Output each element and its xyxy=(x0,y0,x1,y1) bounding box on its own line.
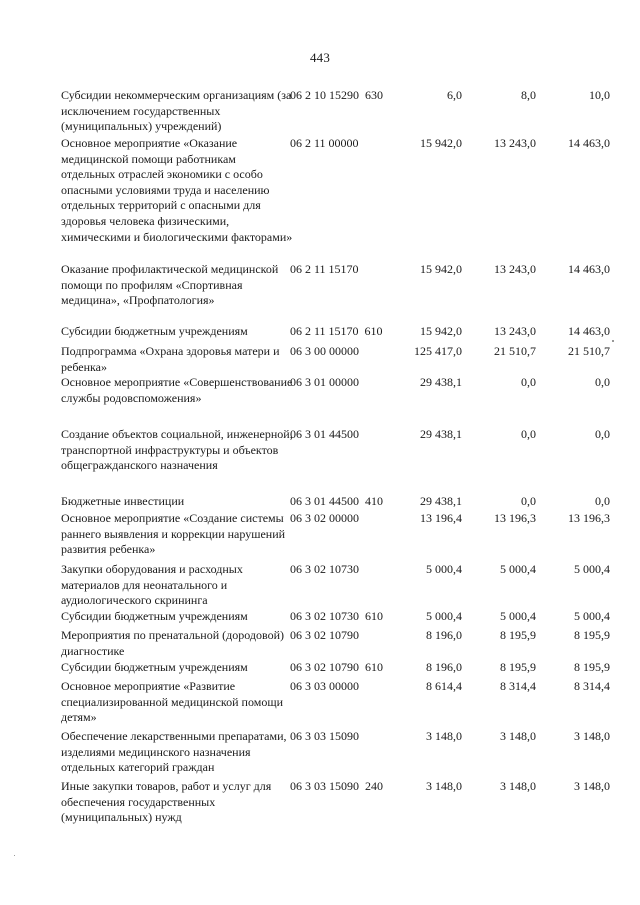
row-value-3: 5 000,4 xyxy=(574,609,610,623)
row-code: 06 3 00 00000 xyxy=(290,344,359,358)
row-value-2: 13 243,0 xyxy=(494,136,536,150)
row-value-3: 8 195,9 xyxy=(574,660,610,674)
row-value-3: 10,0 xyxy=(589,88,610,102)
row-value-2: 0,0 xyxy=(521,375,536,389)
row-value-3: 14 463,0 xyxy=(568,136,610,150)
row-value-3: 21 510,7 xyxy=(568,344,610,358)
row-name: Закупки оборудования и расходных материалов для неонатального и аудиологического скрининга xyxy=(61,562,243,608)
row-value-3: 8 195,9 xyxy=(574,628,610,642)
row-name: Субсидии некоммерческим организациям (за исключением государственных (муниципальных) учреждений) xyxy=(61,88,292,134)
row-value-1: 6,0 xyxy=(447,88,462,102)
row-value-1: 5 000,4 xyxy=(426,562,462,576)
row-value-2: 21 510,7 xyxy=(494,344,536,358)
row-value-3: 14 463,0 xyxy=(568,262,610,276)
row-name: Мероприятия по пренатальной (дородовой) диагностике xyxy=(61,628,284,658)
row-value-1: 15 942,0 xyxy=(420,262,462,276)
row-code: 06 3 02 10730 610 xyxy=(290,609,383,623)
row-name: Создание объектов социальной, инженерной, транспортной инфраструктуры и объектов общегражданского назначения xyxy=(61,427,293,473)
row-value-1: 29 438,1 xyxy=(420,494,462,508)
row-code: 06 3 01 44500 xyxy=(290,427,359,441)
row-value-2: 5 000,4 xyxy=(500,562,536,576)
row-value-2: 0,0 xyxy=(521,427,536,441)
row-name: Иные закупки товаров, работ и услуг для обеспечения государственных (муниципальных) нужд xyxy=(61,779,272,825)
row-name: Обеспечение лекарственными препаратами, изделиями медицинского назначения отдельных категорий граждан xyxy=(61,729,287,775)
row-value-2: 13 243,0 xyxy=(494,262,536,276)
row-name: Бюджетные инвестиции xyxy=(61,494,185,508)
row-value-1: 29 438,1 xyxy=(420,427,462,441)
row-code: 06 3 03 15090 xyxy=(290,729,359,743)
row-name: Субсидии бюджетным учреждениям xyxy=(61,609,248,623)
row-name: Подпрограмма «Охрана здоровья матери и ребенка» xyxy=(61,344,280,374)
row-value-3: 0,0 xyxy=(595,375,610,389)
row-name: Субсидии бюджетным учреждениям xyxy=(61,660,248,674)
page-number: 443 xyxy=(309,50,331,65)
row-code: 06 3 01 44500 410 xyxy=(290,494,383,508)
row-value-3: 13 196,3 xyxy=(568,511,610,525)
row-name: Основное мероприятие «Развитие специализированной медицинской помощи детям» xyxy=(61,679,283,725)
row-value-2: 3 148,0 xyxy=(500,779,536,793)
row-value-1: 8 196,0 xyxy=(426,628,462,642)
row-code: 06 3 02 00000 xyxy=(290,511,359,525)
row-value-2: 0,0 xyxy=(521,494,536,508)
row-value-1: 8 196,0 xyxy=(426,660,462,674)
row-value-1: 15 942,0 xyxy=(420,324,462,338)
row-value-3: 0,0 xyxy=(595,494,610,508)
row-code: 06 3 02 10790 xyxy=(290,628,359,642)
row-name: Оказание профилактической медицинской помощи по профилям «Спортивная медицина», «Профпатология» xyxy=(61,262,279,308)
row-value-2: 13 243,0 xyxy=(494,324,536,338)
row-value-3: 8 314,4 xyxy=(574,679,610,693)
scan-speck xyxy=(612,340,614,342)
row-name: Субсидии бюджетным учреждениям xyxy=(61,324,248,338)
row-value-3: 5 000,4 xyxy=(574,562,610,576)
row-value-3: 14 463,0 xyxy=(568,324,610,338)
row-name: Основное мероприятие «Оказание медицинской помощи работникам отдельных отраслей экономики с особо опасными условиями труда и населению отдельных территорий с опасными для здоровья человека физическими, химическими и биологическими факторами» xyxy=(61,136,293,244)
row-code: 06 3 01 00000 xyxy=(290,375,359,389)
row-value-2: 8 195,9 xyxy=(500,660,536,674)
row-code: 06 3 03 15090 240 xyxy=(290,779,383,793)
row-value-2: 8,0 xyxy=(521,88,536,102)
row-name: Основное мероприятие «Совершенствование службы родовспоможения» xyxy=(61,375,293,405)
row-code: 06 3 02 10730 xyxy=(290,562,359,576)
row-value-1: 3 148,0 xyxy=(426,779,462,793)
row-code: 06 3 02 10790 610 xyxy=(290,660,383,674)
row-value-2: 8 195,9 xyxy=(500,628,536,642)
row-value-2: 13 196,3 xyxy=(494,511,536,525)
row-value-3: 0,0 xyxy=(595,427,610,441)
row-value-2: 8 314,4 xyxy=(500,679,536,693)
row-code: 06 2 11 15170 xyxy=(290,262,359,276)
row-code: 06 2 10 15290 630 xyxy=(290,88,383,102)
row-code: 06 2 11 00000 xyxy=(290,136,359,150)
row-value-1: 5 000,4 xyxy=(426,609,462,623)
row-value-1: 15 942,0 xyxy=(420,136,462,150)
scan-speck xyxy=(14,855,15,856)
row-value-2: 3 148,0 xyxy=(500,729,536,743)
row-value-1: 29 438,1 xyxy=(420,375,462,389)
row-value-2: 5 000,4 xyxy=(500,609,536,623)
row-value-1: 13 196,4 xyxy=(420,511,462,525)
row-code: 06 3 03 00000 xyxy=(290,679,359,693)
row-value-1: 125 417,0 xyxy=(414,344,462,358)
row-value-1: 8 614,4 xyxy=(426,679,462,693)
row-code: 06 2 11 15170 610 xyxy=(290,324,383,338)
row-value-3: 3 148,0 xyxy=(574,729,610,743)
row-value-1: 3 148,0 xyxy=(426,729,462,743)
row-value-3: 3 148,0 xyxy=(574,779,610,793)
row-name: Основное мероприятие «Создание системы раннего выявления и коррекции нарушений развития ребенка» xyxy=(61,511,286,557)
